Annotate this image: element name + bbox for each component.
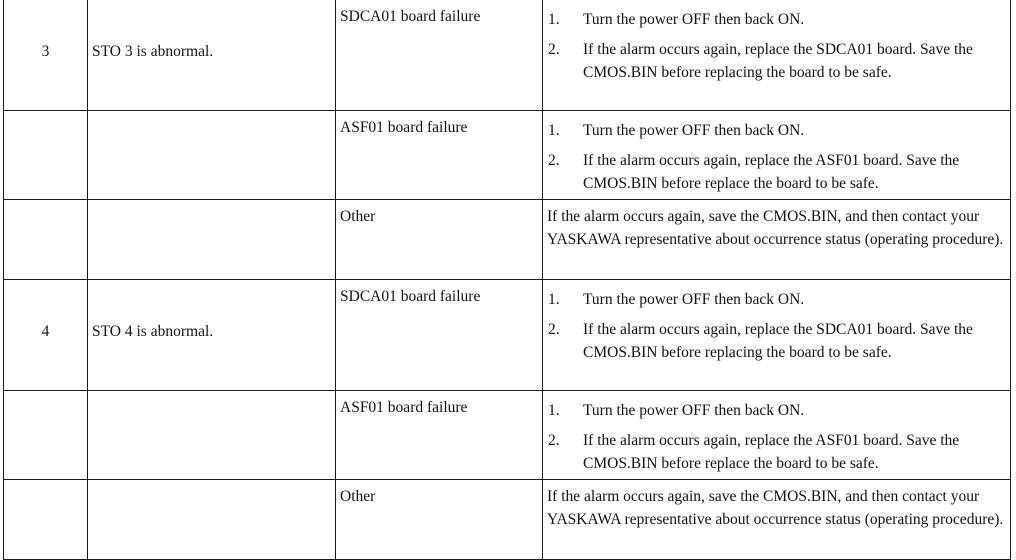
remedy-cell: If the alarm occurs again, save the CMOS.BIN, and then contact your YASKAWA representative about occurrence status (operating procedure). [543,480,1011,560]
remedy-step [547,288,1004,311]
remedy-cell: If the alarm occurs again, save the CMOS.BIN, and then contact your YASKAWA representative about occurrence status (operating procedure). [543,200,1011,280]
sub-code-cell [4,111,88,200]
remedy-step [547,119,1004,142]
step-text: Turn the power OFF then back ON. [583,11,805,28]
description-cell [88,111,336,200]
step-number: 2. [548,432,560,449]
cause-cell: ASF01 board failure [336,111,543,200]
step-number: 1. [548,122,560,139]
step-number: 1. [548,402,560,419]
remedy-steps [547,288,1004,364]
sub-code-cell [4,480,88,560]
cause-cell: ASF01 board failure [336,391,543,480]
sub-code-cell [4,200,88,280]
sub-code: 3 [41,43,50,60]
alarm-description: STO 4 is abnormal. [92,323,214,340]
description-cell [88,480,336,560]
remedy-steps [547,8,1004,84]
step-text: Turn the power OFF then back ON. [583,291,805,308]
step-text: If the alarm occurs again, replace the SDCA01 board. Save the CMOS.BIN before replacing the board to be safe. [583,41,973,81]
step-text: Turn the power OFF then back ON. [583,402,805,419]
step-text: If the alarm occurs again, replace the ASF01 board. Save the CMOS.BIN before replace the board to be safe. [583,432,960,472]
step-number: 1. [548,11,560,28]
table-row [4,111,1011,200]
sub-code: 4 [41,323,50,340]
table-row [4,280,1011,391]
step-number: 2. [548,41,560,58]
table-row [4,200,1011,280]
remedy-step [547,38,1004,84]
step-number: 2. [548,321,560,338]
sub-code-cell [4,0,88,111]
step-number: 1. [548,291,560,308]
sub-code-cell [4,280,88,391]
step-text: If the alarm occurs again, replace the SDCA01 board. Save the CMOS.BIN before replacing the board to be safe. [583,321,973,361]
remedy-steps [547,119,1004,195]
alarm-remedy-table [3,0,1011,560]
remedy-step [547,149,1004,195]
remedy-cell [543,0,1011,111]
table-row [4,391,1011,480]
remedy-step [547,8,1004,31]
description-cell [88,391,336,480]
description-cell [88,280,336,391]
step-text: Turn the power OFF then back ON. [583,122,805,139]
table-row [4,480,1011,560]
table-row [4,0,1011,111]
remedy-steps [547,399,1004,475]
cause-cell: SDCA01 board failure [336,0,543,111]
step-text: If the alarm occurs again, replace the ASF01 board. Save the CMOS.BIN before replace the board to be safe. [583,152,960,192]
alarm-description: STO 3 is abnormal. [92,43,214,60]
sub-code-cell [4,391,88,480]
description-cell [88,0,336,111]
cause-cell: Other [336,200,543,280]
description-cell [88,200,336,280]
remedy-cell [543,111,1011,200]
remedy-step [547,429,1004,475]
cause-cell: Other [336,480,543,560]
remedy-step [547,318,1004,364]
remedy-cell [543,280,1011,391]
step-number: 2. [548,152,560,169]
cause-cell: SDCA01 board failure [336,280,543,391]
remedy-cell [543,391,1011,480]
remedy-step [547,399,1004,422]
